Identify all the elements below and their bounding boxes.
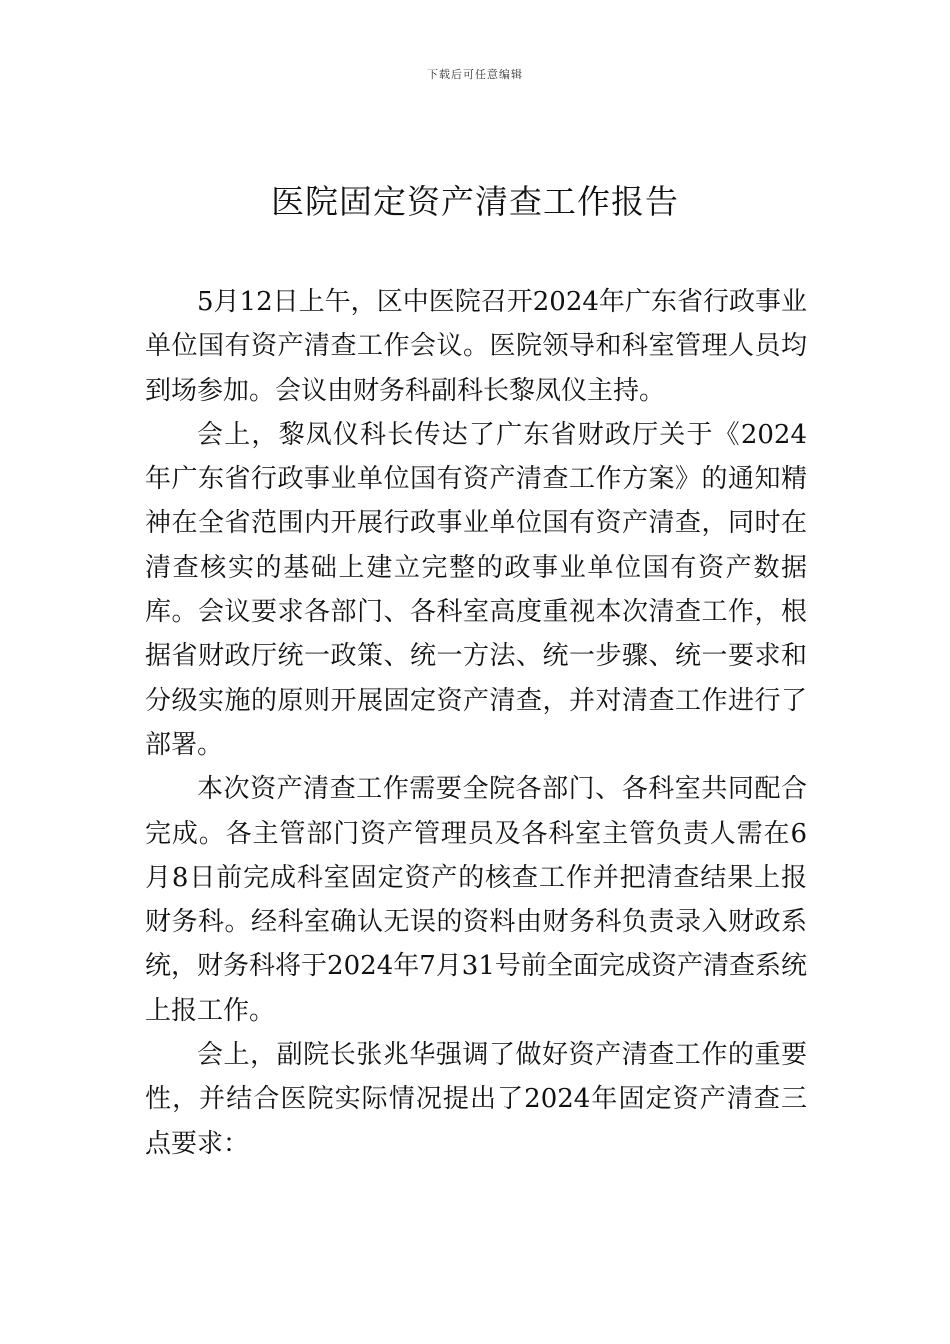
page-header-note: 下载后可任意编辑 <box>427 68 523 81</box>
document-body <box>145 280 807 1166</box>
document-title: 医院固定资产清查工作报告 <box>271 182 679 221</box>
paragraph-notice-content: 会上，黎凤仪科长传达了广东省财政厅关于《2024年广东省行政事业单位国有资产清查工作方案》的通知精神在全省范围内开展行政事业单位国有资产清查，同时在清查核实的基础上建立完整的政事业单位国有资产数据库。会议要求各部门、各科室高度重视本次清查工作，根据省财政厅统一政策、统一方法、统一步骤、统一要求和分级实施的原则开展固定资产清查，并对清查工作进行了部署。 <box>145 419 807 760</box>
paragraph-meeting-intro: 5月12日上午，区中医院召开2024年广东省行政事业单位国有资产清查工作会议。医院领导和科室管理人员均到场参加。会议由财务科副科长黎凤仪主持。 <box>145 287 807 406</box>
paragraph-requirements-intro: 会上，副院长张兆华强调了做好资产清查工作的重要性，并结合医院实际情况提出了2024年固定资产清查三点要求： <box>145 1040 807 1159</box>
paragraph-work-schedule: 本次资产清查工作需要全院各部门、各科室共同配合完成。各主管部门资产管理员及各科室主管负责人需在6月8日前完成科室固定资产的核查工作并把清查结果上报财务科。经科室确认无误的资料由财务科负责录入财政系统，财务科将于2024年7月31号前全面完成资产清查系统上报工作。 <box>145 774 807 1026</box>
